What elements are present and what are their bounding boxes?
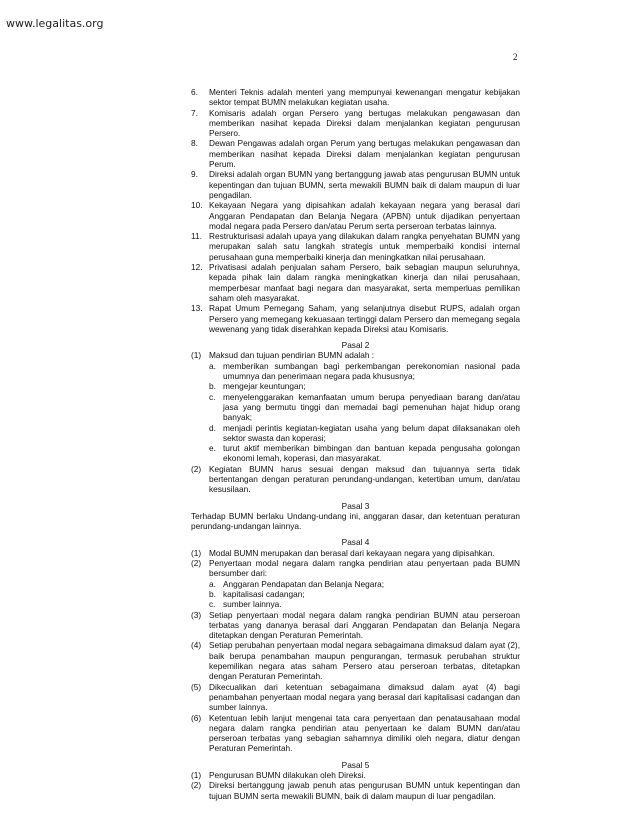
clause-item: (1) Pengurusan BUMN dilakukan oleh Direksi. xyxy=(191,770,366,780)
pasal-title: Pasal 3 xyxy=(341,500,370,511)
pasal-3 xyxy=(191,501,520,532)
clause-item: (4) Setiap perubahan penyertaan modal negara sebagaimana dimaksud dalam ayat (2), baik berupa penambahan maupun pengurangan, termasuk perubahan struktur kepemilikan negara atas saham Persero atau perseroan terbatas, ditetapkan dengan Peraturan Pemerintah. xyxy=(191,640,520,682)
clause-item: (6) Ketentuan lebih lanjut mengenai tata cara penyertaan dan penatausahaan modal negara dalam rangka pendirian atau penyertaan ke dalam BUMN dan/atau perseroan terbatas yang sebagian sahamnya dimiliki oleh negara, diatur dengan Peraturan Pemerintah. xyxy=(191,712,520,754)
definition-list xyxy=(191,87,520,334)
clause-item: (2) Penyertaan modal negara dalam rangka pendirian atau penyertaan pada BUMN bersumber dari: xyxy=(191,558,520,579)
sub-item: d. menjadi perintis kegiatan-kegiatan usaha yang belum dapat dilaksanakan oleh sektor swasta dan koperasi; xyxy=(209,422,520,443)
clause-item: (1) Maksud dan tujuan pendirian BUMN adalah : xyxy=(191,350,375,361)
pasal-5 xyxy=(191,760,520,801)
pasal-paragraph: Terhadap BUMN berlaku Undang-undang ini, anggaran dasar, dan ketentuan peraturan perundang-undangan lainnya. xyxy=(191,510,520,532)
definition-item: 9. Direksi adalah organ BUMN yang bertanggung jawab atas pengurusan BUMN untuk kepentingan dan tujuan BUMN, serta mewakili BUMN baik di dalam maupun di luar pengadilan. xyxy=(191,169,520,200)
pasal-4 xyxy=(191,537,520,753)
clause-item: (2) Kegiatan BUMN harus sesuai dengan maksud dan tujuannya serta tidak bertentangan dengan peraturan perundang-undangan, ketertiban umum, dan/atau kesusilaan. xyxy=(191,463,520,495)
sub-item: a. Anggaran Pendapatan dan Belanja Negara; xyxy=(209,578,384,589)
definition-item: 7. Komisaris adalah organ Persero yang bertugas melakukan pengawasan dan memberikan nasihat kepada Direksi dalam menjalankan kegiatan pengurusan Persero. xyxy=(191,107,520,139)
clause-item: (3) Setiap penyertaan modal negara dalam rangka pendirian BUMN atau perseroan terbatas yang dananya berasal dari Anggaran Pendapatan dan Belanja Negara ditetapkan dengan Peraturan Pemerintah. xyxy=(191,609,520,641)
clause-item: (5) Dikecualikan dari ketentuan sebagaimana dimaksud dalam ayat (4) bagi penambahan penyertaan modal negara yang berasal dari kapitalisasi cadangan dan sumber lainnya. xyxy=(191,681,520,713)
sub-item: c. menyelenggarakan kemanfaatan umum berupa penyediaan barang dan/atau jasa yang bermutu tinggi dan memadai bagi pemenuhan hajat hidup orang banyak; xyxy=(209,391,520,423)
clause-item: (1) Modal BUMN merupakan dan berasal dari kekayaan negara yang dipisahkan. xyxy=(191,547,495,558)
definition-item: 10. Kekayaan Negara yang dipisahkan adalah kekayaan negara yang berasal dari Anggaran Pendapatan dan Belanja Negara (APBN) untuk dijadikan penyertaan modal negara pada Persero dan/atau Perum serta perseroan terbatas lainnya. xyxy=(191,200,520,231)
pasal-2 xyxy=(191,340,520,494)
sub-item: b. kapitalisasi cadangan; xyxy=(209,588,305,599)
definition-item: 13. Rapat Umum Pemegang Saham, yang selanjutnya disebut RUPS, adalah organ Persero yang memegang kekuasaan tertinggi dalam Persero dan memegang segala wewenang yang tidak diserahkan kepada Direksi atau Komisaris. xyxy=(191,303,520,334)
pasal-title: Pasal 5 xyxy=(341,759,370,770)
definition-item: 12. Privatisasi adalah penjualan saham Persero, baik sebagian maupun seluruhnya, kepada pihak lain dalam rangka meningkatkan kinerja dan nilai perusahaan, memperbesar manfaat bagi negara dan masyarakat, serta memperluas pemilikan saham oleh masyarakat. xyxy=(191,262,520,303)
page-number: 2 xyxy=(513,52,518,62)
document-body xyxy=(191,87,520,801)
definition-item: 11. Restrukturisasi adalah upaya yang dilakukan dalam rangka penyehatan BUMN yang merupakan salah satu langkah strategis untuk memperbaiki kondisi internal perusahaan guna memperbaiki kinerja dan meningkatkan nilai perusahaan. xyxy=(191,231,520,262)
site-url-watermark: www.legalitas.org xyxy=(6,17,104,30)
sub-item: a. memberikan sumbangan bagi perkembangan perekonomian nasional pada umumnya dan penerimaan negara pada khususnya; xyxy=(209,360,520,382)
pasal-title: Pasal 2 xyxy=(341,340,370,351)
sub-item: b. mengejar keuntungan; xyxy=(209,381,306,392)
sub-item: c. sumber lainnya. xyxy=(209,599,282,610)
definition-item: 8. Dewan Pengawas adalah organ Perum yang bertugas melakukan pengawasan dan memberikan nasihat kepada Direksi dalam menjalankan kegiatan pengurusan Perum. xyxy=(191,138,520,170)
sub-item: e. turut aktif memberikan bimbingan dan bantuan kepada pengusaha golongan ekonomi lemah, koperasi, dan masyarakat. xyxy=(209,443,520,464)
pasal-title: Pasal 4 xyxy=(341,537,370,548)
clause-item: (2) Direksi bertanggung jawab penuh atas pengurusan BUMN untuk kepentingan dan tujuan BUMN serta mewakili BUMN, baik di dalam maupun di luar pengadilan. xyxy=(191,780,520,801)
definition-item: 6. Menteri Teknis adalah menteri yang mempunyai kewenangan mengatur kebijakan sektor tempat BUMN melakukan kegiatan usaha. xyxy=(191,87,520,108)
